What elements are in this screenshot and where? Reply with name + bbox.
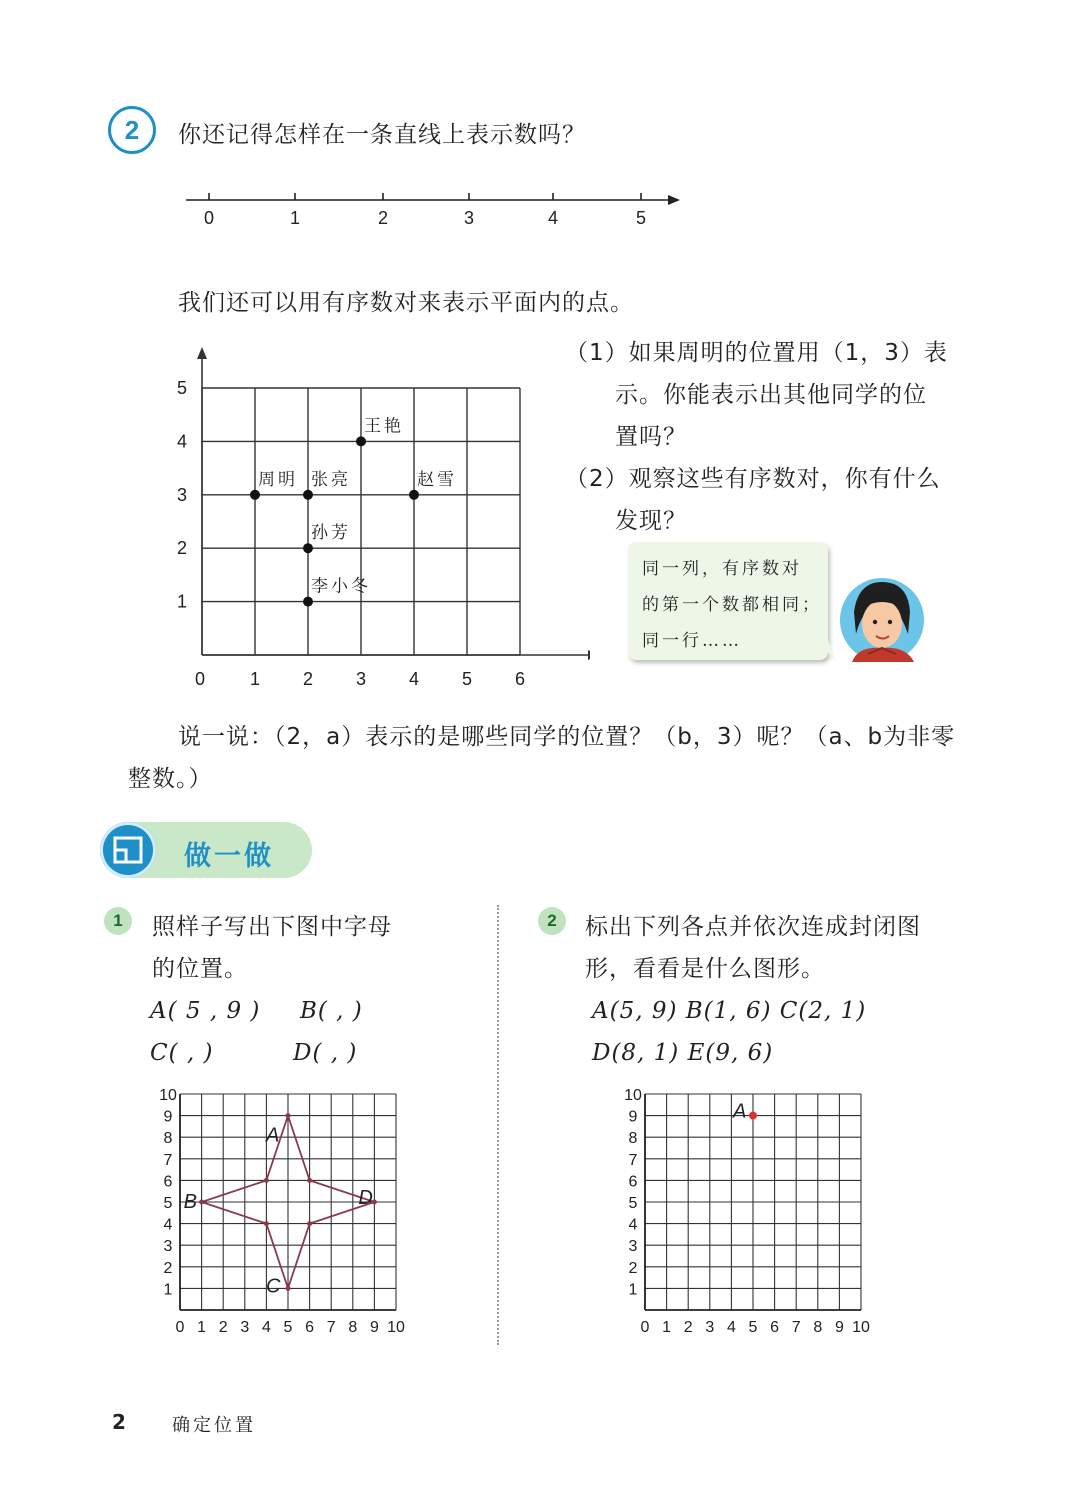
- number-line-label: 4: [547, 208, 559, 228]
- student-point: [250, 490, 260, 500]
- y-tick-label: 4: [163, 1216, 173, 1234]
- y-tick-label: 6: [628, 1173, 638, 1191]
- y-tick-label: 3: [163, 1238, 173, 1256]
- say-line2: 整数。）: [128, 766, 213, 792]
- x-tick-label: 1: [197, 1319, 207, 1336]
- x-tick-label: 10: [387, 1319, 405, 1336]
- x-tick-label: 1: [662, 1319, 672, 1336]
- x-tick-label: 4: [261, 1319, 271, 1336]
- student-name: 赵雪: [417, 469, 457, 489]
- star-vertex: [199, 1200, 204, 1205]
- y-tick-label: 1: [163, 1281, 173, 1299]
- x-tick-label: 7: [326, 1319, 336, 1336]
- x-tick-label: 2: [683, 1319, 693, 1336]
- star-vertex: [264, 1221, 269, 1226]
- x-tick-label: 3: [240, 1319, 250, 1336]
- x-tick-label: 5: [748, 1319, 758, 1336]
- marked-point: [749, 1112, 757, 1120]
- student-point: [409, 490, 419, 500]
- number-line: [180, 180, 690, 240]
- exercise1-number: 1: [104, 907, 132, 935]
- y-tick-label: 1: [176, 591, 188, 612]
- star-vertex: [307, 1221, 312, 1226]
- student-point: [303, 490, 313, 500]
- exercise1-line2: 的位置。: [152, 956, 248, 982]
- star-vertex: [286, 1113, 291, 1118]
- y-tick-label: 3: [176, 484, 188, 505]
- y-tick-label: 9: [628, 1108, 638, 1126]
- star-vertex: [264, 1178, 269, 1183]
- subq1-line3: 置吗？: [615, 424, 687, 450]
- student-name: 周明: [258, 469, 298, 489]
- exercise1-point-a: A( 5 , 9 ): [150, 998, 261, 1024]
- y-tick-label: 4: [628, 1216, 638, 1234]
- y-tick-label: 2: [176, 538, 188, 559]
- x-tick-label: 8: [348, 1319, 358, 1336]
- y-tick-label: 2: [628, 1259, 638, 1277]
- intro-text: 我们还可以用有序数对来表示平面内的点。: [178, 290, 634, 316]
- number-line-label: 5: [635, 208, 647, 228]
- number-line-label: 0: [203, 208, 215, 228]
- page-number: 2: [112, 1410, 126, 1434]
- y-tick-label: 7: [628, 1151, 638, 1169]
- x-tick-label: 10: [852, 1319, 870, 1336]
- exercise2-line1: 标出下列各点并依次连成封闭图: [585, 914, 921, 940]
- question-number-badge: 2: [108, 106, 156, 154]
- subq1-line2: 示。你能表示出其他同学的位: [615, 382, 927, 408]
- bubble-line3: 同一行……: [642, 631, 742, 651]
- point-label: C: [266, 1275, 281, 1298]
- exercise2-points-line2: D(8, 1) E(9, 6): [592, 1040, 774, 1066]
- y-tick-label: 10: [159, 1087, 177, 1104]
- x-tick-label: 8: [813, 1319, 823, 1336]
- bubble-tail: [818, 640, 838, 664]
- y-arrow-icon: [197, 347, 207, 359]
- chapter-title: 确定位置: [172, 1415, 256, 1436]
- x-tick-label: 5: [461, 669, 473, 689]
- question2-prompt: 你还记得怎样在一条直线上表示数吗？: [178, 122, 586, 148]
- x-tick-label: 9: [834, 1319, 844, 1336]
- x-tick-label: 9: [369, 1319, 379, 1336]
- exercise1-grid: [150, 1078, 420, 1338]
- y-tick-label: 5: [163, 1195, 173, 1212]
- exercise2-points-line1: A(5, 9) B(1, 6) C(2, 1): [592, 998, 867, 1024]
- student-point: [356, 436, 366, 446]
- y-tick-label: 9: [163, 1108, 173, 1126]
- exercise1-point-d: D( , ): [293, 1040, 358, 1066]
- say-line1: 说一说：（2，a）表示的是哪些同学的位置？（b，3）呢？（a、b为非零: [178, 724, 956, 750]
- y-tick-label: 5: [176, 378, 188, 398]
- arrow-icon: [668, 195, 680, 205]
- student-name: 张亮: [311, 469, 351, 489]
- exercise1-point-b: B( , ): [300, 998, 363, 1024]
- y-tick-label: 10: [624, 1087, 642, 1104]
- student-name: 孙芳: [311, 523, 351, 543]
- y-tick-label: 2: [163, 1259, 173, 1277]
- x-arrow-icon: [588, 650, 590, 660]
- student-point: [303, 543, 313, 553]
- subq2-line1: （2）观察这些有序数对，你有什么: [565, 466, 941, 492]
- x-tick-label: 4: [408, 669, 420, 689]
- speech-bubble: [628, 542, 828, 660]
- x-tick-label: 7: [791, 1319, 801, 1336]
- point-label: A: [266, 1124, 280, 1147]
- subq1-line1: （1）如果周明的位置用（1，3）表: [565, 340, 948, 366]
- y-tick-label: 5: [628, 1195, 638, 1212]
- star-vertex: [307, 1178, 312, 1183]
- x-tick-label: 0: [175, 1319, 185, 1336]
- student-name: 王艳: [364, 416, 404, 436]
- column-divider: [497, 905, 499, 1345]
- x-tick-label: 6: [305, 1319, 315, 1336]
- number-line-label: 3: [463, 208, 475, 228]
- x-tick-label: 1: [249, 669, 261, 689]
- x-tick-label: 0: [194, 669, 206, 689]
- point-label: B: [183, 1191, 197, 1213]
- y-tick-label: 8: [628, 1130, 638, 1148]
- subq2-line2: 发现？: [615, 508, 687, 534]
- exercise2-grid: [615, 1078, 885, 1338]
- x-tick-label: 2: [302, 669, 314, 689]
- student-grid-chart: [160, 345, 590, 690]
- x-tick-label: 2: [218, 1319, 228, 1336]
- point-label: D: [358, 1187, 373, 1209]
- x-tick-label: 4: [726, 1319, 736, 1336]
- x-tick-label: 6: [770, 1319, 780, 1336]
- bubble-line2: 的第一个数都相同；: [642, 595, 822, 615]
- student-name: 李小冬: [311, 576, 371, 596]
- number-line-label: 1: [289, 208, 301, 228]
- y-tick-label: 8: [163, 1130, 173, 1148]
- x-tick-label: 5: [283, 1319, 293, 1336]
- x-tick-label: 6: [514, 669, 526, 689]
- exercise2-line2: 形，看看是什么图形。: [585, 956, 825, 982]
- y-tick-label: 1: [628, 1281, 638, 1299]
- star-vertex: [286, 1286, 291, 1291]
- x-tick-label: 0: [640, 1319, 650, 1336]
- exercise1-point-c: C( , ): [150, 1040, 214, 1066]
- y-tick-label: 6: [163, 1173, 173, 1191]
- exercise2-number: 2: [538, 907, 566, 935]
- student-point: [303, 597, 313, 607]
- x-tick-label: 3: [705, 1319, 715, 1336]
- activity-icon: [100, 822, 156, 878]
- y-tick-label: 7: [163, 1151, 173, 1169]
- x-tick-label: 3: [355, 669, 367, 689]
- point-label: A: [733, 1100, 747, 1123]
- bubble-line1: 同一列，有序数对: [642, 559, 802, 579]
- y-tick-label: 3: [628, 1238, 638, 1256]
- number-line-label: 2: [377, 208, 389, 228]
- y-tick-label: 4: [176, 431, 188, 452]
- girl-avatar: [838, 574, 926, 666]
- section-title: 做一做: [184, 841, 274, 872]
- exercise1-line1: 照样子写出下图中字母: [152, 914, 392, 940]
